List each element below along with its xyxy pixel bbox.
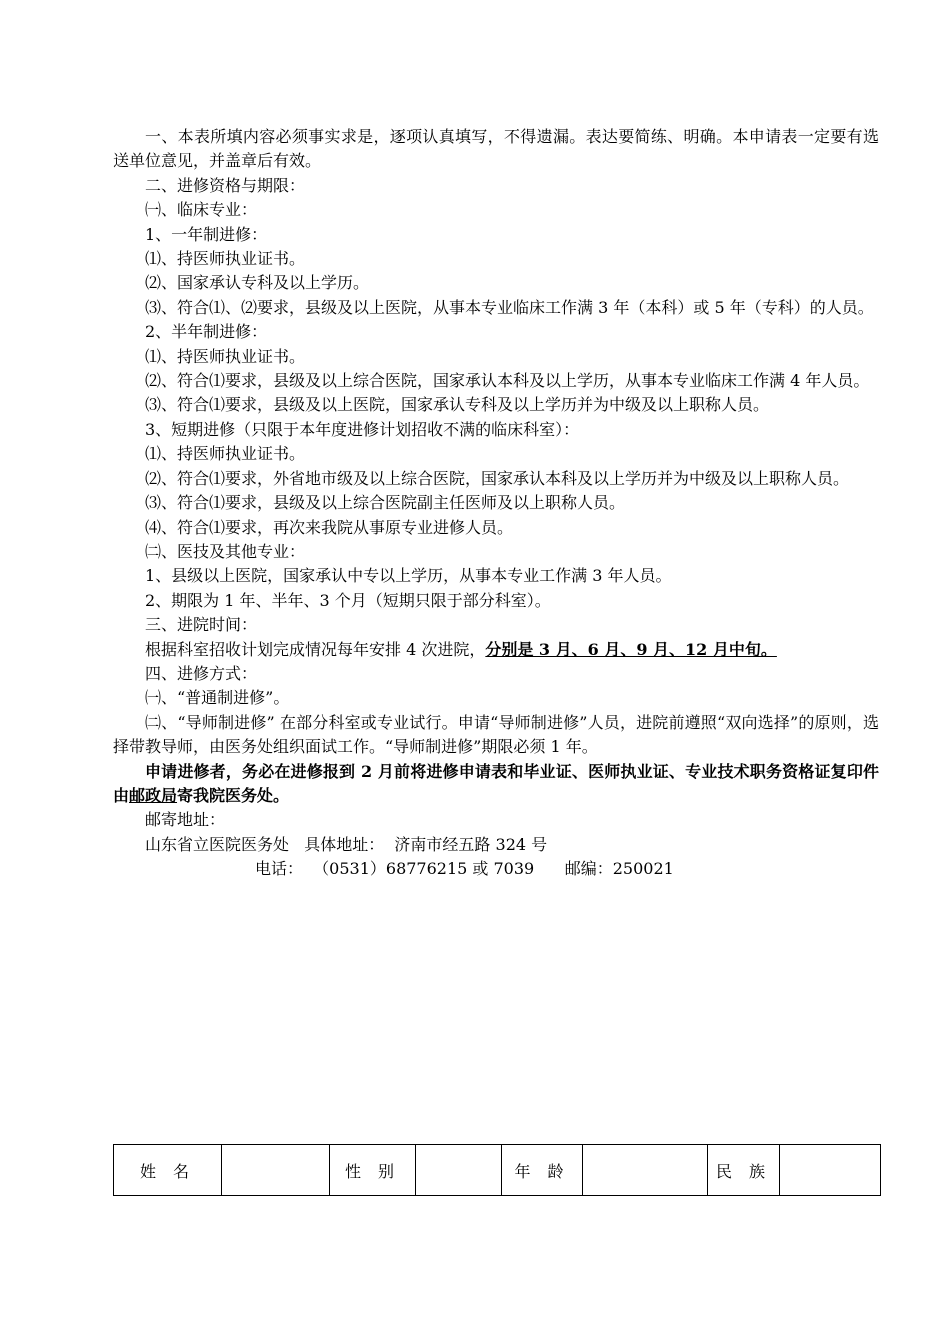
ethnicity-field[interactable]: [780, 1145, 881, 1196]
note-item: 3、短期进修（只限于本年度进修计划招收不满的临床科室）：: [145, 419, 580, 439]
contact-info: 电话： （0531）68776215 或 7039 邮编：250021: [255, 859, 674, 879]
post-office-emphasis: 邮政局: [129, 785, 178, 805]
note-item: ⑴、持医师执业证书。: [145, 249, 306, 269]
table-row: [114, 1145, 881, 1196]
note-item: ⑴、持医师执业证书。: [145, 444, 306, 464]
age-field[interactable]: [583, 1145, 708, 1196]
note-heading: 二、进修资格与期限：: [145, 175, 306, 195]
note-item: ⑵、符合⑴要求，县级及以上综合医院，国家承认本科及以上学历，从事本专业临床工作满 4 年人员。: [145, 371, 870, 391]
note-item: 2、期限为 1 年、半年、3 个月（短期只限于部分科室）。: [145, 590, 551, 610]
note-paragraph: 一、本表所填内容必须事实求是，逐项认真填写，不得遗漏。表达要简练、明确。本申请表一定要有选送单位意见，并盖章后有效。: [113, 127, 879, 171]
note-heading: 四、进修方式：: [145, 663, 258, 683]
note-item: 2、半年制进修：: [145, 322, 268, 342]
note-item: 1、县级以上医院，国家承认中专以上学历，从事本专业工作满 3 年人员。: [145, 566, 672, 586]
ethnicity-label: 民 族: [708, 1145, 780, 1196]
note-item: 1、一年制进修：: [145, 224, 268, 244]
name-field[interactable]: [222, 1145, 330, 1196]
applicant-info-table: [113, 1144, 881, 1196]
note-heading: 三、进院时间：: [145, 615, 258, 635]
note-subheading: ㈠、临床专业：: [145, 200, 258, 220]
note-item: ⑵、国家承认专科及以上学历。: [145, 273, 370, 293]
note-item: ⑴、持医师执业证书。: [145, 346, 306, 366]
note-subheading: ㈡、医技及其他专业：: [145, 541, 306, 561]
mailing-instruction: [113, 760, 879, 809]
note-item: ㈠、“普通制进修”。: [145, 688, 290, 708]
admission-time-paragraph: [113, 638, 879, 662]
note-item: ⑷、符合⑴要求，再次来我院从事原专业进修人员。: [145, 517, 514, 537]
note-item: ⑶、符合⑴要求，县级及以上医院，国家承认专科及以上学历并为中级及以上职称人员。: [145, 395, 770, 415]
name-label: 姓 名: [114, 1145, 222, 1196]
mailing-address: 山东省立医院医务处 具体地址： 济南市经五路 324 号: [145, 834, 548, 854]
note-item: ⑶、符合⑴、⑵要求，县级及以上医院，从事本专业临床工作满 3 年（本科）或 5 年（专科）的人员。: [145, 297, 874, 317]
mailing-instruction-end: 寄我院医务处。: [177, 785, 290, 805]
admission-months-emphasis: 分别是 3 月、6 月、9 月、12 月中旬。: [485, 639, 777, 659]
mailing-instruction-text: 申请进修者，务必在进修报到 2 月前将进修申请表和毕业证、医师执业证、专业技术职务资格证复印件由: [113, 761, 879, 805]
admission-time-text: 根据科室招收计划完成情况每年安排 4 次进院，: [145, 639, 486, 659]
gender-field[interactable]: [416, 1145, 502, 1196]
gender-label: 性 别: [330, 1145, 416, 1196]
note-item: ⑶、符合⑴要求，县级及以上综合医院副主任医师及以上职称人员。: [145, 493, 626, 513]
note-item: ⑵、符合⑴要求，外省地市级及以上综合医院，国家承认本科及以上学历并为中级及以上职称人员。: [145, 468, 850, 488]
age-label: 年 龄: [502, 1145, 583, 1196]
note-item: ㈡、“导师制进修” 在部分科室或专业试行。申请“导师制进修”人员，进院前遵照“双向选择”的原则，选择带教导师，由医务处组织面试工作。“导师制进修”期限必须 1 年。: [113, 712, 879, 757]
application-notes: [113, 125, 879, 882]
mailing-address-label: 邮寄地址：: [145, 810, 226, 830]
